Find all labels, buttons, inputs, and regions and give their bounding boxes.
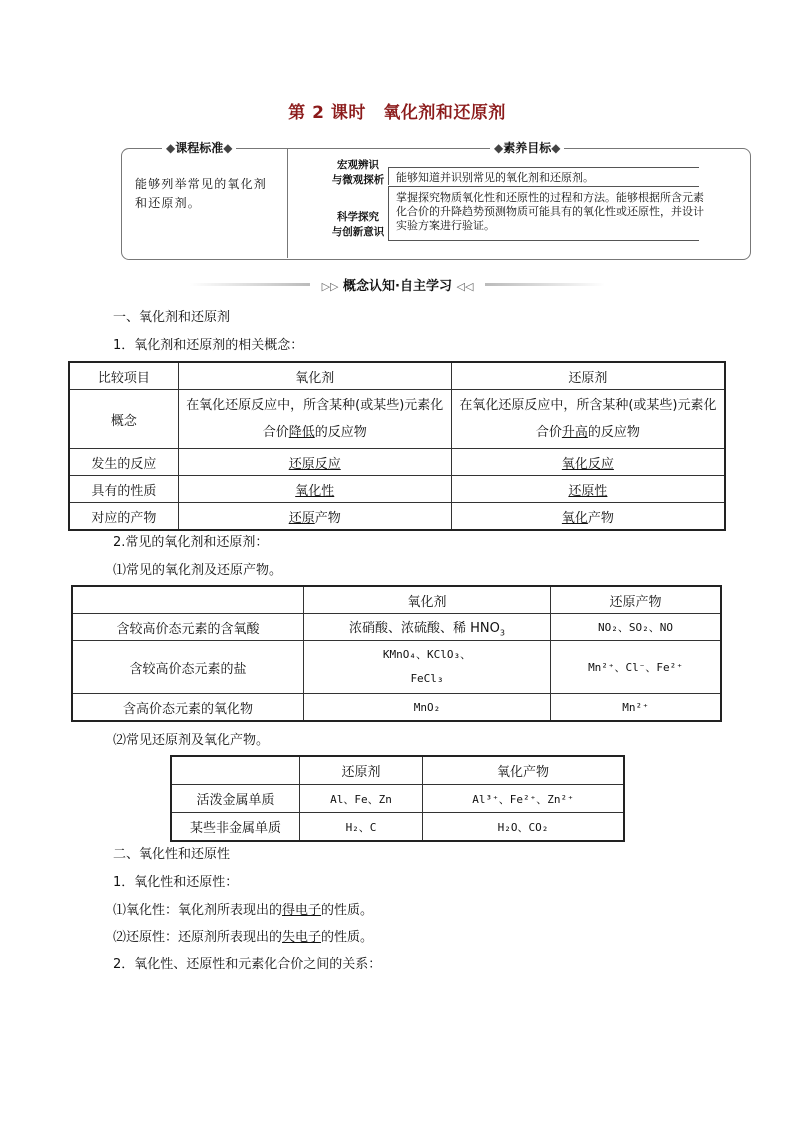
table-cell [451, 449, 725, 476]
table-header-cell: 氧化剂 [304, 586, 551, 614]
table-cell: 含较高价态元素的盐 [72, 641, 304, 694]
concept-text: 的反应物 [587, 425, 640, 440]
answer-text: 失电子 [282, 930, 322, 945]
oxidant-line: FeCl₃ [410, 672, 444, 685]
concept-text: 的反应物 [314, 425, 367, 440]
goal-tag-2 [328, 210, 388, 240]
section1-sub1: 1．氧化剂和还原剂的相关概念： [113, 338, 304, 353]
standards-label: ◆课程标准◆ [162, 139, 236, 156]
section2-sub2: 2．氧化性、还原性和元素化合价之间的关系： [113, 957, 382, 972]
table-cell [178, 503, 451, 531]
table-cell: MnO₂ [304, 694, 551, 722]
goal-tag-1 [328, 158, 388, 188]
table-cell: NO₂、SO₂、NO [551, 614, 722, 641]
table-cell: 含较高价态元素的含氧酸 [72, 614, 304, 641]
answer-text: 氧化性 [295, 483, 335, 499]
table-common-reductants [170, 755, 625, 842]
table-cell: 活泼金属单质 [171, 785, 300, 813]
table-cell: Al³⁺、Fe²⁺、Zn²⁺ [423, 785, 625, 813]
table-header-cell: 还原剂 [451, 362, 725, 390]
answer-text: 氧化 [561, 510, 588, 526]
goal-text-2: 掌握探究物质氧化性和还原性的过程和方法。能够根据所含元素化合价的升降趋势预测物质可能具有的氧化性或还原性，并设计实验方案进行验证。 [396, 191, 704, 232]
table-cell [451, 476, 725, 503]
table-cell: Mn²⁺ [551, 694, 722, 722]
table-cell [451, 390, 725, 449]
table-row [69, 362, 725, 390]
concept-key: 升高 [561, 425, 588, 440]
table-cell: H₂O、CO₂ [423, 813, 625, 842]
table-cell [304, 614, 551, 641]
goal-tag-1-line1: 宏观辨识 [337, 159, 379, 171]
table-cell [178, 449, 451, 476]
banner-arrow-left-icon: ◁◁ [456, 280, 474, 293]
table-cell: 对应的产物 [69, 503, 178, 531]
table-cell [451, 503, 725, 531]
line-text: ⑵还原性：还原剂所表现出的 [113, 930, 283, 945]
table-common-oxidants [71, 585, 722, 722]
table-cell: 概念 [69, 390, 178, 449]
goal-tag-2-line2: 与创新意识 [331, 226, 385, 238]
concept-key: 降低 [288, 425, 315, 440]
table-row [72, 614, 721, 641]
oxidizing-property-line [113, 899, 373, 918]
line-text: 的性质。 [321, 903, 374, 918]
banner-arrow-right-icon: ▷▷ [321, 280, 339, 293]
goals-label: ◆素养目标◆ [490, 139, 564, 156]
table-cell: 发生的反应 [69, 449, 178, 476]
table-cell: 含高价态元素的氧化物 [72, 694, 304, 722]
banner-line-left [190, 283, 310, 286]
table-cell: 具有的性质 [69, 476, 178, 503]
table-header-cell: 还原剂 [300, 756, 423, 785]
standards-label-text: 课程标准 [175, 141, 224, 155]
section2-heading: 二、氧化性和还原性 [113, 847, 231, 862]
section1-sub2: 2.常见的氧化剂和还原剂： [113, 535, 269, 550]
table-cell [178, 390, 451, 449]
answer-text: 还原 [288, 510, 315, 526]
suffix-text: 产物 [587, 510, 614, 526]
suffix-text: 产物 [314, 510, 341, 526]
page-title: 第 2 课时 氧化剂和还原剂 [288, 103, 506, 123]
table-row [69, 449, 725, 476]
table-row [72, 641, 721, 694]
goal-text-1: 能够知道并识别常见的氧化剂和还原剂。 [396, 171, 594, 184]
table-row [69, 476, 725, 503]
table-header-cell [72, 586, 304, 614]
table-header-cell: 氧化剂 [178, 362, 451, 390]
box-divider [287, 148, 288, 258]
table-row [72, 586, 721, 614]
table-cell [178, 476, 451, 503]
goals-label-text: 素养目标 [503, 141, 552, 155]
goal-tag-1-line2: 与微观探析 [331, 174, 385, 186]
section-banner-text: 概念认知·自主学习 [343, 279, 452, 294]
goal-tag-2-line1: 科学探究 [337, 211, 379, 223]
section1-heading: 一、氧化剂和还原剂 [113, 310, 231, 325]
section-banner [310, 275, 485, 294]
oxidant-text: 浓硝酸、浓硫酸、稀 HNO [349, 620, 500, 636]
reducing-property-line [113, 926, 373, 945]
table-header-cell: 比较项目 [69, 362, 178, 390]
table-cell: Mn²⁺、Cl⁻、Fe²⁺ [551, 641, 722, 694]
table-row [72, 694, 721, 722]
table-oxidant-reductant [68, 361, 726, 531]
table-row [69, 390, 725, 449]
table-cell: 某些非金属单质 [171, 813, 300, 842]
table-header-cell [171, 756, 300, 785]
answer-text: 还原性 [568, 483, 608, 499]
concept-text: 在氧化还原反应中，所含某种(或某些)元素化合价 [186, 398, 444, 440]
section1-sub2-2: ⑵常见还原剂及氧化产物。 [113, 733, 270, 748]
table-cell [304, 641, 551, 694]
answer-text: 还原反应 [288, 456, 341, 472]
line-text: 的性质。 [321, 930, 374, 945]
table-row [171, 785, 624, 813]
table-header-cell: 氧化产物 [423, 756, 625, 785]
line-text: ⑴氧化性：氧化剂所表现出的 [113, 903, 283, 918]
table-cell: H₂、C [300, 813, 423, 842]
standards-text: 能够列举常见的氧化剂和还原剂。 [135, 177, 268, 210]
table-row [171, 756, 624, 785]
section2-sub1: 1．氧化性和还原性： [113, 875, 239, 890]
answer-text: 氧化反应 [561, 456, 614, 472]
table-cell: Al、Fe、Zn [300, 785, 423, 813]
concept-text: 在氧化还原反应中，所含某种(或某些)元素化合价 [459, 398, 717, 440]
table-header-cell: 还原产物 [551, 586, 722, 614]
table-row [171, 813, 624, 842]
oxidant-line: KMnO₄、KClO₃、 [382, 648, 472, 661]
answer-text: 得电子 [282, 903, 322, 918]
section1-sub2-1: ⑴常见的氧化剂及还原产物。 [113, 563, 283, 578]
banner-line-right [485, 283, 605, 286]
subscript: 3 [499, 628, 505, 638]
table-row [69, 503, 725, 531]
